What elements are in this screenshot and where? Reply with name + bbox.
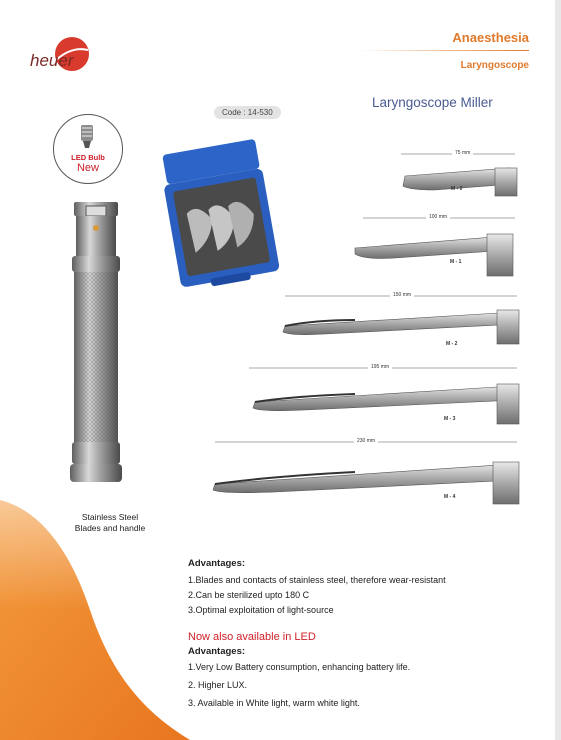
- blade-m4-length: 230 mm: [354, 438, 378, 444]
- blade-m0-label: M - 0: [451, 186, 463, 192]
- led-new-label: New: [76, 162, 99, 174]
- led-advantage-item-3: 3. Available in White light, warm white light.: [188, 698, 360, 708]
- page-edge-rule: [555, 0, 561, 740]
- blade-m1-label: M - 1: [450, 259, 462, 265]
- category-title: Anaesthesia: [452, 30, 529, 45]
- caption-line-1: Stainless Steel: [81, 512, 139, 522]
- blade-m1-image: [355, 234, 513, 276]
- blade-m2-image: [283, 310, 519, 344]
- blade-m4-label: M - 4: [444, 494, 456, 500]
- blade-m3-label: M - 3: [444, 416, 456, 422]
- subcategory-title: Laryngoscope: [460, 60, 529, 71]
- blade-m1-length: 100 mm: [426, 214, 450, 220]
- led-bulb-label: LED Bulb: [71, 153, 105, 162]
- caption-line-2: Blades and handle: [74, 522, 146, 533]
- led-advantage-item-1: 1.Very Low Battery consumption, enhancing battery life.: [188, 662, 411, 672]
- led-bulb-icon: [76, 123, 100, 151]
- led-advantages-heading: Advantages:: [188, 646, 246, 657]
- blades-illustration: [195, 140, 535, 510]
- blade-m3-length: 195 mm: [368, 364, 392, 370]
- led-advantage-item-2: 2. Higher LUX.: [188, 680, 248, 690]
- led-bulb-badge: [53, 114, 123, 184]
- blade-m4-image: [213, 462, 519, 504]
- advantage-item-2: 2.Can be sterilized upto 180 C: [188, 590, 310, 600]
- blade-m0-length: 75 mm: [452, 150, 473, 156]
- advantage-item-1: 1.Blades and contacts of stainless steel, therefore wear-resistant: [188, 575, 446, 585]
- blade-m2-length: 150 mm: [390, 292, 414, 298]
- svg-text:heuer: heuer: [30, 51, 74, 70]
- header-divider: [359, 50, 529, 51]
- material-caption: [60, 512, 160, 533]
- laryngoscope-handle-image: [62, 200, 132, 500]
- product-code: Code : 14-530: [214, 106, 281, 119]
- blade-m2-label: M - 2: [446, 341, 458, 347]
- brand-logo: [26, 36, 90, 76]
- blade-m3-image: [253, 384, 519, 424]
- product-title: Laryngoscope Miller: [372, 95, 493, 110]
- led-availability-title: Now also available in LED: [188, 631, 316, 643]
- advantages-heading: Advantages:: [188, 558, 246, 569]
- advantage-item-3: 3.Optimal exploitation of light-source: [188, 605, 334, 615]
